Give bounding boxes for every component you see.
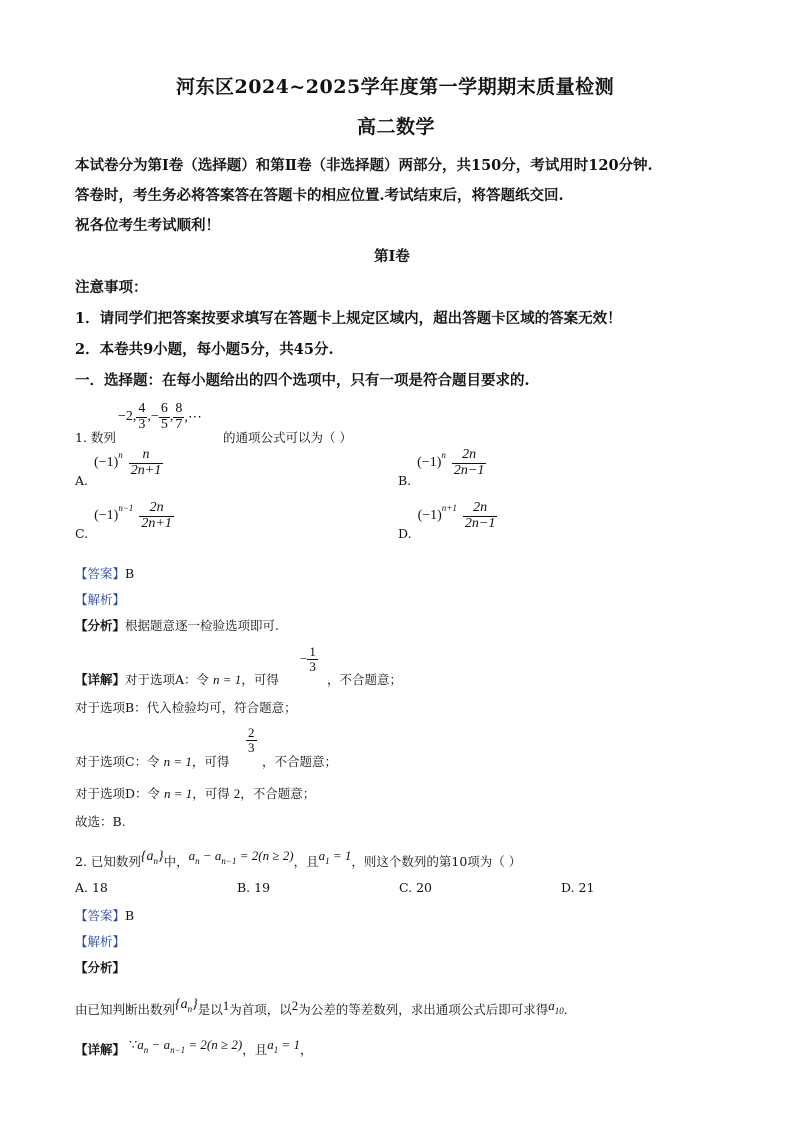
q1-option-a[interactable] <box>75 447 163 489</box>
q2-fenxi-mid-3: 为公差的等差数列，求出通项公式后即可求得 <box>298 1002 549 1017</box>
q1-option-d-exp: n+1 <box>441 503 457 514</box>
q1-detail-a-value <box>300 645 318 673</box>
q1-seq-frac-1-num: 4 <box>138 401 146 416</box>
q2-seq-close: } <box>158 849 164 864</box>
q2-fenxi-seq-name: {a <box>175 997 188 1012</box>
q2-answer-tag: 【答案】 <box>75 908 126 923</box>
q1-option-b-label: B. <box>398 473 412 489</box>
q1-option-d-den: 2n−1 <box>464 515 496 531</box>
q2-fenxi-end: . <box>563 1002 568 1017</box>
q1-detail-c-pre: 对于选项C：令 <box>75 754 160 769</box>
note-1: 1．请同学们把答案按要求填写在答题卡上规定区域内，超出答题卡区域的答案无效！ <box>75 310 622 327</box>
q1-detail-d-pre: 对于选项D：令 <box>75 786 161 801</box>
q1-suffix: 的通项公式可以为（ ） <box>223 430 352 445</box>
q1-option-d-base: (−1) <box>417 508 442 524</box>
q1-option-b-den: 2n−1 <box>453 462 485 478</box>
q2-stem <box>75 848 522 871</box>
q1-detail-a-kede: ，可得 <box>241 672 279 687</box>
q1-option-c-num: 2n <box>149 500 164 515</box>
q2-fenxi-one: 1 <box>222 998 230 1013</box>
q2-init-a: a <box>318 848 326 863</box>
q1-prefix: 1. 数列 <box>75 430 116 445</box>
q1-answer <box>75 564 134 582</box>
q2-fenxi-tag: 【分析】 <box>75 960 126 975</box>
q2-recur-a: a <box>188 848 196 863</box>
q1-option-b-num: 2n <box>462 447 477 462</box>
q1-answer-tag: 【答案】 <box>75 566 126 581</box>
q2-detail-because: ∵ <box>129 1037 138 1052</box>
q2-detail-tag: 【详解】 <box>75 1042 126 1057</box>
intro-line-1: 本试卷分为第Ⅰ卷（选择题）和第Ⅱ卷（非选择题）两部分，共150分，考试用时120分钟. <box>75 157 653 174</box>
q1-detail-d-n: n = 1 <box>164 786 193 801</box>
q1-detail-a-end: ，不合题意； <box>327 672 403 687</box>
q1-option-b-exp: n <box>441 450 446 461</box>
q1-detail-a <box>75 670 279 688</box>
q2-detail <box>75 1037 313 1058</box>
part-title: 一．选择题：在每小题给出的四个选项中，只有一项是符合题目要求的. <box>75 372 530 389</box>
q1-detail-d-end: ，不合题意； <box>240 786 316 801</box>
q1-sequence <box>118 402 202 432</box>
q1-fenxi <box>75 616 279 634</box>
q1-seq-start: −2, <box>118 409 137 425</box>
q1-detail-a-num: 1 <box>309 644 316 659</box>
q2-init-sub: 1 <box>325 856 330 866</box>
q2-option-a[interactable]: A. 18 <box>75 880 108 895</box>
q1-seq-sep-2: , <box>169 409 174 425</box>
q1-seq-frac-1-den: 3 <box>138 416 146 432</box>
page-title: 河东区2024~2025学年度第一学期期末质量检测 <box>176 76 615 98</box>
notes-title: 注意事项： <box>75 279 148 296</box>
q1-detail-c-n: n = 1 <box>163 754 192 769</box>
section-heading: 第Ⅰ卷 <box>374 248 410 265</box>
q1-detail-d-kede: ，可得 <box>192 786 230 801</box>
q2-suffix: ，则这个数列的第10项为（ ） <box>351 854 522 869</box>
q1-option-a-label: A. <box>75 473 89 489</box>
intro-line-2: 答卷时，考生务必将答案答在答题卡的相应位置.考试结束后，将答题纸交回. <box>75 187 564 204</box>
q2-detail-a: a <box>137 1037 144 1052</box>
q2-mid-2: ，且 <box>293 854 319 869</box>
q1-fenxi-tag: 【分析】 <box>75 618 126 633</box>
q1-option-b[interactable] <box>398 447 486 489</box>
q1-seq-frac-3-den: 7 <box>175 416 183 432</box>
q1-detail-tag: 【详解】 <box>75 672 126 687</box>
q2-detail-sub-n: n <box>143 1045 149 1055</box>
q1-detail-d-value: 2 <box>233 786 241 801</box>
q1-detail-d <box>75 784 315 802</box>
q1-seq-frac-3 <box>173 402 184 432</box>
q1-detail-c-value <box>246 726 257 754</box>
q2-detail-and: ，且 <box>242 1042 268 1057</box>
q2-fenxi-two: 2 <box>291 998 299 1013</box>
q2-detail-init-rhs: = 1 <box>278 1037 301 1052</box>
q2-mid-1: 中， <box>163 854 189 869</box>
q2-recur-sub-n1: n−1 <box>221 856 237 866</box>
note-2: 2．本卷共9小题，每小题5分，共45分. <box>75 341 334 358</box>
q1-detail-c <box>75 752 229 770</box>
q2-seq-name: {a <box>140 849 154 864</box>
q2-fenxi-seq-close: } <box>192 997 198 1012</box>
q2-fenxi-mid-2: 为首项，以 <box>229 1002 292 1017</box>
q1-option-d-num: 2n <box>473 500 488 515</box>
q2-option-b[interactable]: B. 19 <box>237 880 271 895</box>
q1-answer-value: B <box>125 566 135 581</box>
page-subtitle: 高二数学 <box>357 116 436 138</box>
q1-detail-c-den: 3 <box>248 739 255 755</box>
q2-detail-minus: − a <box>148 1037 171 1052</box>
q1-option-a-exp: n <box>118 450 123 461</box>
q1-seq-frac-2-num: 6 <box>160 401 168 416</box>
q2-recur-sub-n: n <box>195 856 200 866</box>
q1-analysis-tag: 【解析】 <box>75 592 126 607</box>
q1-option-c-den: 2n+1 <box>141 515 172 531</box>
q1-detail-a-sign: − <box>300 651 308 667</box>
q2-fenxi-seq-sub: n <box>187 1004 193 1014</box>
q1-seq-frac-1 <box>136 402 147 432</box>
q2-fenxi-a10-sub: 10 <box>554 1006 564 1016</box>
q2-answer-value: B <box>125 908 135 923</box>
q2-detail-rhs: = 2(n ≥ 2) <box>185 1037 243 1052</box>
q2-detail-sub-n1: n−1 <box>170 1045 186 1055</box>
q2-answer <box>75 906 134 924</box>
q2-prefix: 2. 已知数列 <box>75 854 141 869</box>
q1-detail-c-kede: ，可得 <box>191 754 230 769</box>
q2-option-c[interactable]: C. 20 <box>399 880 432 895</box>
q2-option-d[interactable]: D. 21 <box>561 880 595 895</box>
q1-fenxi-text: 根据题意逐一检验选项即可. <box>125 618 279 633</box>
q1-option-c[interactable] <box>75 500 174 542</box>
q2-recur-minus: − a <box>199 848 222 863</box>
q2-fenxi-a10: a <box>548 998 555 1013</box>
q1-detail-a-den: 3 <box>309 658 316 674</box>
q2-detail-end: ， <box>300 1042 313 1057</box>
q1-seq-frac-2 <box>159 402 170 432</box>
q1-detail-a-pre: 对于选项A：令 <box>125 672 210 687</box>
q1-detail-b: 对于选项B：代入检验均可，符合题意； <box>75 700 297 715</box>
q1-option-d[interactable] <box>398 500 497 542</box>
q2-detail-init-a: a <box>267 1037 274 1052</box>
q1-detail-c-end: ，不合题意； <box>262 754 338 769</box>
q1-conclusion: 故选：B. <box>75 814 126 829</box>
intro-line-3: 祝各位考生考试顺利！ <box>75 217 220 234</box>
q1-option-c-label: C. <box>75 526 89 542</box>
q2-seq-sub: n <box>153 856 159 866</box>
q1-seq-frac-3-num: 8 <box>175 401 183 416</box>
q1-option-a-base: (−1) <box>94 455 119 471</box>
q1-option-c-exp: n−1 <box>118 503 134 514</box>
q1-seq-end: ,⋯ <box>184 409 202 425</box>
q1-seq-frac-2-den: 5 <box>160 416 168 432</box>
q1-detail-a-n: n = 1 <box>213 672 242 687</box>
q1-option-c-base: (−1) <box>94 508 119 524</box>
q1-option-b-base: (−1) <box>417 455 442 471</box>
q1-option-a-den: 2n+1 <box>130 462 162 478</box>
q1-option-d-label: D. <box>398 526 412 542</box>
q2-fenxi-text <box>75 997 568 1019</box>
q2-analysis-tag: 【解析】 <box>75 934 126 949</box>
q2-init-rhs: = 1 <box>329 848 352 863</box>
q1-option-a-num: n <box>142 447 150 462</box>
q1-seq-sep-1: ,− <box>147 409 159 425</box>
q2-fenxi-pre: 由已知判断出数列 <box>75 1002 176 1017</box>
q2-recur-rhs: = 2(n ≥ 2) <box>236 848 294 863</box>
q2-fenxi-mid-1: 是以 <box>197 1002 223 1017</box>
q2-detail-init-sub: 1 <box>273 1045 279 1055</box>
q1-detail-c-num: 2 <box>248 725 255 740</box>
